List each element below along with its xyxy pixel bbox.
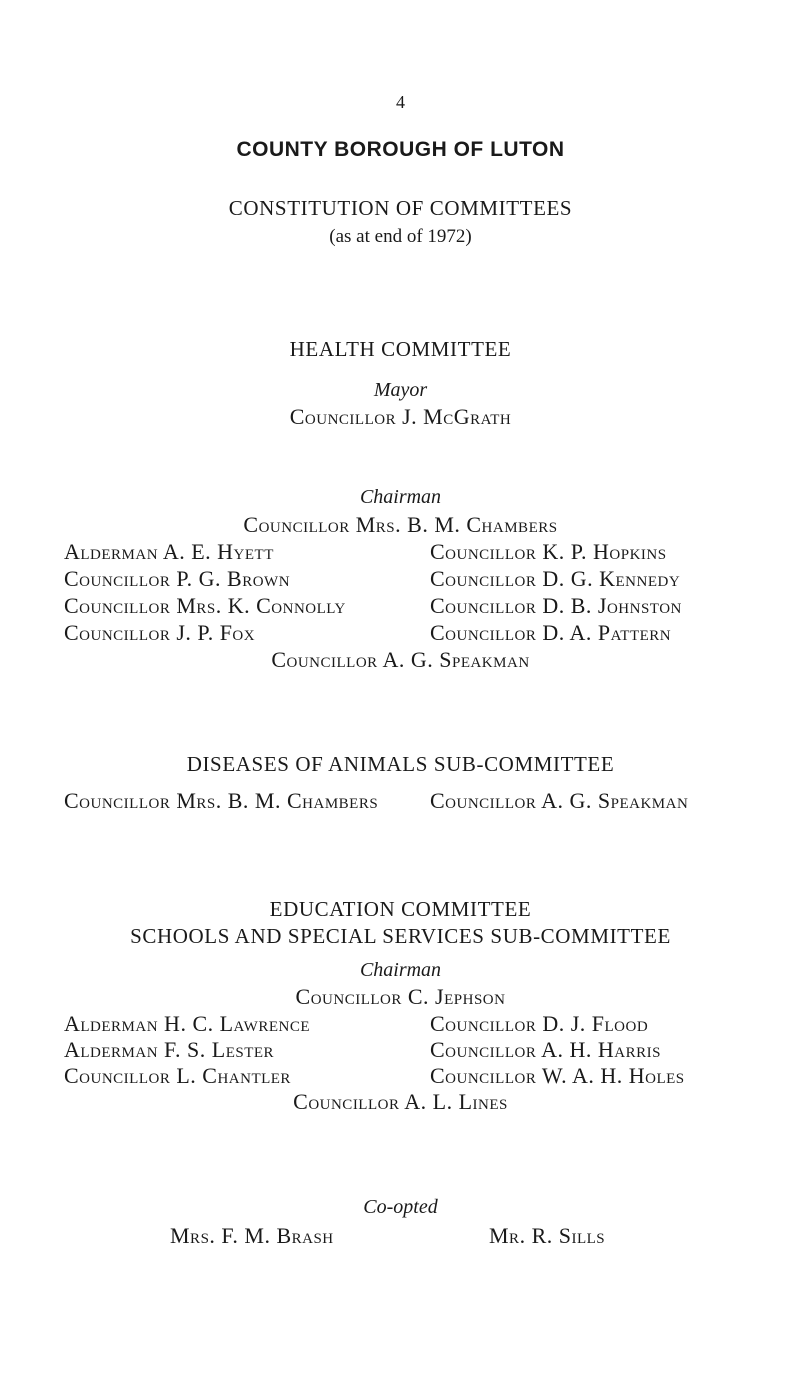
diseases-subcommittee-title: DISEASES OF ANIMALS SUB-COMMITTEE (186, 752, 615, 776)
date-note: (as at end of 1972) (329, 226, 472, 247)
diseases-member-left: Councillor Mrs. B. M. Chambers (64, 788, 379, 813)
health-mayor-name: Councillor J. McGrath (289, 404, 512, 429)
health-mayor-label: Mayor (373, 379, 428, 401)
education-chairman-label: Chairman (359, 959, 442, 981)
coopted-label: Co-opted (363, 1196, 438, 1218)
education-committee-title: EDUCATION COMMITTEE (269, 897, 532, 921)
education-member-left-1: Alderman H. C. Lawrence (64, 1011, 311, 1036)
education-member-left-3: Councillor L. Chantler (64, 1063, 291, 1088)
health-chairman-label: Chairman (359, 486, 442, 508)
health-member-right-2: Councillor D. G. Kennedy (430, 566, 681, 591)
health-member-left-1: Alderman A. E. Hyett (64, 539, 274, 564)
coopted-member-left: Mrs. F. M. Brash (170, 1223, 334, 1248)
education-member-final: Councillor A. L. Lines (293, 1089, 508, 1114)
diseases-member-right: Councillor A. G. Speakman (430, 788, 689, 813)
education-member-right-2: Councillor A. H. Harris (430, 1037, 661, 1062)
page-heading: COUNTY BOROUGH OF LUTON (236, 138, 565, 161)
health-member-left-2: Councillor P. G. Brown (64, 566, 291, 591)
education-member-right-1: Councillor D. J. Flood (430, 1011, 649, 1036)
health-member-right-4: Councillor D. A. Pattern (430, 620, 672, 645)
health-member-final: Councillor A. G. Speakman (271, 647, 530, 672)
health-member-right-3: Councillor D. B. Johnston (430, 593, 682, 618)
education-subcommittee-title: SCHOOLS AND SPECIAL SERVICES SUB-COMMITTEE (130, 924, 671, 948)
page-number: 4 (396, 92, 405, 112)
health-member-right-1: Councillor K. P. Hopkins (430, 539, 667, 564)
coopted-member-right: Mr. R. Sills (489, 1223, 606, 1248)
page-subheading: CONSTITUTION OF COMMITTEES (228, 196, 573, 220)
education-chairman-name: Councillor C. Jephson (295, 984, 506, 1009)
health-member-left-3: Councillor Mrs. K. Connolly (64, 593, 346, 618)
health-member-left-4: Councillor J. P. Fox (64, 620, 256, 645)
education-member-left-2: Alderman F. S. Lester (64, 1037, 275, 1062)
health-chairman-name: Councillor Mrs. B. M. Chambers (243, 512, 558, 537)
health-committee-title: HEALTH COMMITTEE (289, 337, 512, 361)
education-member-right-3: Councillor W. A. H. Holes (430, 1063, 685, 1088)
